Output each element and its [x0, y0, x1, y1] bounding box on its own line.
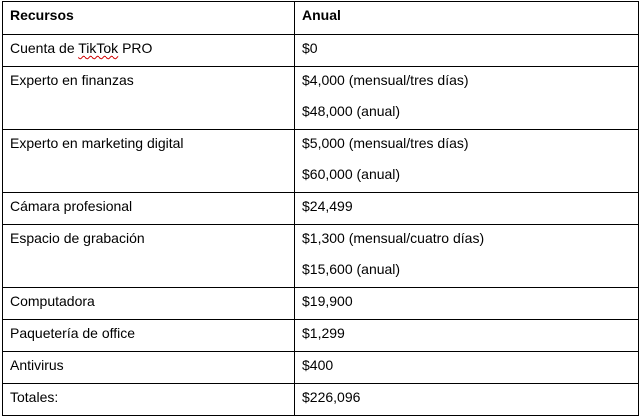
recurso-text-suffix: PRO: [118, 40, 153, 56]
cell-totales-label: Totales:: [3, 384, 295, 416]
cell-anual: $0: [295, 35, 639, 67]
cell-recurso: [3, 35, 295, 67]
anual-line-yearly: $15,600 (anual): [302, 261, 401, 277]
cell-anual: [295, 225, 639, 288]
cell-recurso: Antivirus: [3, 352, 295, 384]
table-row: [3, 352, 639, 384]
cell-recurso: Paquetería de office: [3, 320, 295, 352]
cell-recurso: Experto en marketing digital: [3, 130, 295, 193]
header-anual: Anual: [295, 2, 639, 35]
cell-anual: [295, 130, 639, 193]
cell-anual: [295, 67, 639, 130]
cell-anual: $1,299: [295, 320, 639, 352]
anual-line-yearly: $60,000 (anual): [302, 166, 401, 182]
table-row: [3, 320, 639, 352]
cell-anual: $400: [295, 352, 639, 384]
cell-recurso: Espacio de grabación: [3, 225, 295, 288]
spellcheck-flagged-word: TikTok: [78, 40, 119, 56]
anual-line-monthly: $1,300 (mensual/cuatro días): [302, 230, 485, 246]
resources-table-container: [2, 1, 639, 416]
recurso-text-prefix: Cuenta de: [10, 40, 79, 56]
anual-line-monthly: $4,000 (mensual/tres días): [302, 72, 469, 88]
table-row: [3, 67, 639, 130]
anual-line-monthly: $5,000 (mensual/tres días): [302, 135, 469, 151]
table-row: [3, 225, 639, 288]
cell-recurso: Cámara profesional: [3, 193, 295, 225]
table-row: [3, 288, 639, 320]
totals-row: [3, 384, 639, 416]
resources-table: [2, 1, 639, 416]
cell-recurso: Computadora: [3, 288, 295, 320]
cell-totales-value: $226,096: [295, 384, 639, 416]
cell-recurso: Experto en finanzas: [3, 67, 295, 130]
table-header-row: [3, 2, 639, 35]
cell-anual: $24,499: [295, 193, 639, 225]
table-row: [3, 193, 639, 225]
cell-anual: $19,900: [295, 288, 639, 320]
header-recursos: Recursos: [3, 2, 295, 35]
anual-line-yearly: $48,000 (anual): [302, 103, 401, 119]
table-row: [3, 35, 639, 67]
table-row: [3, 130, 639, 193]
